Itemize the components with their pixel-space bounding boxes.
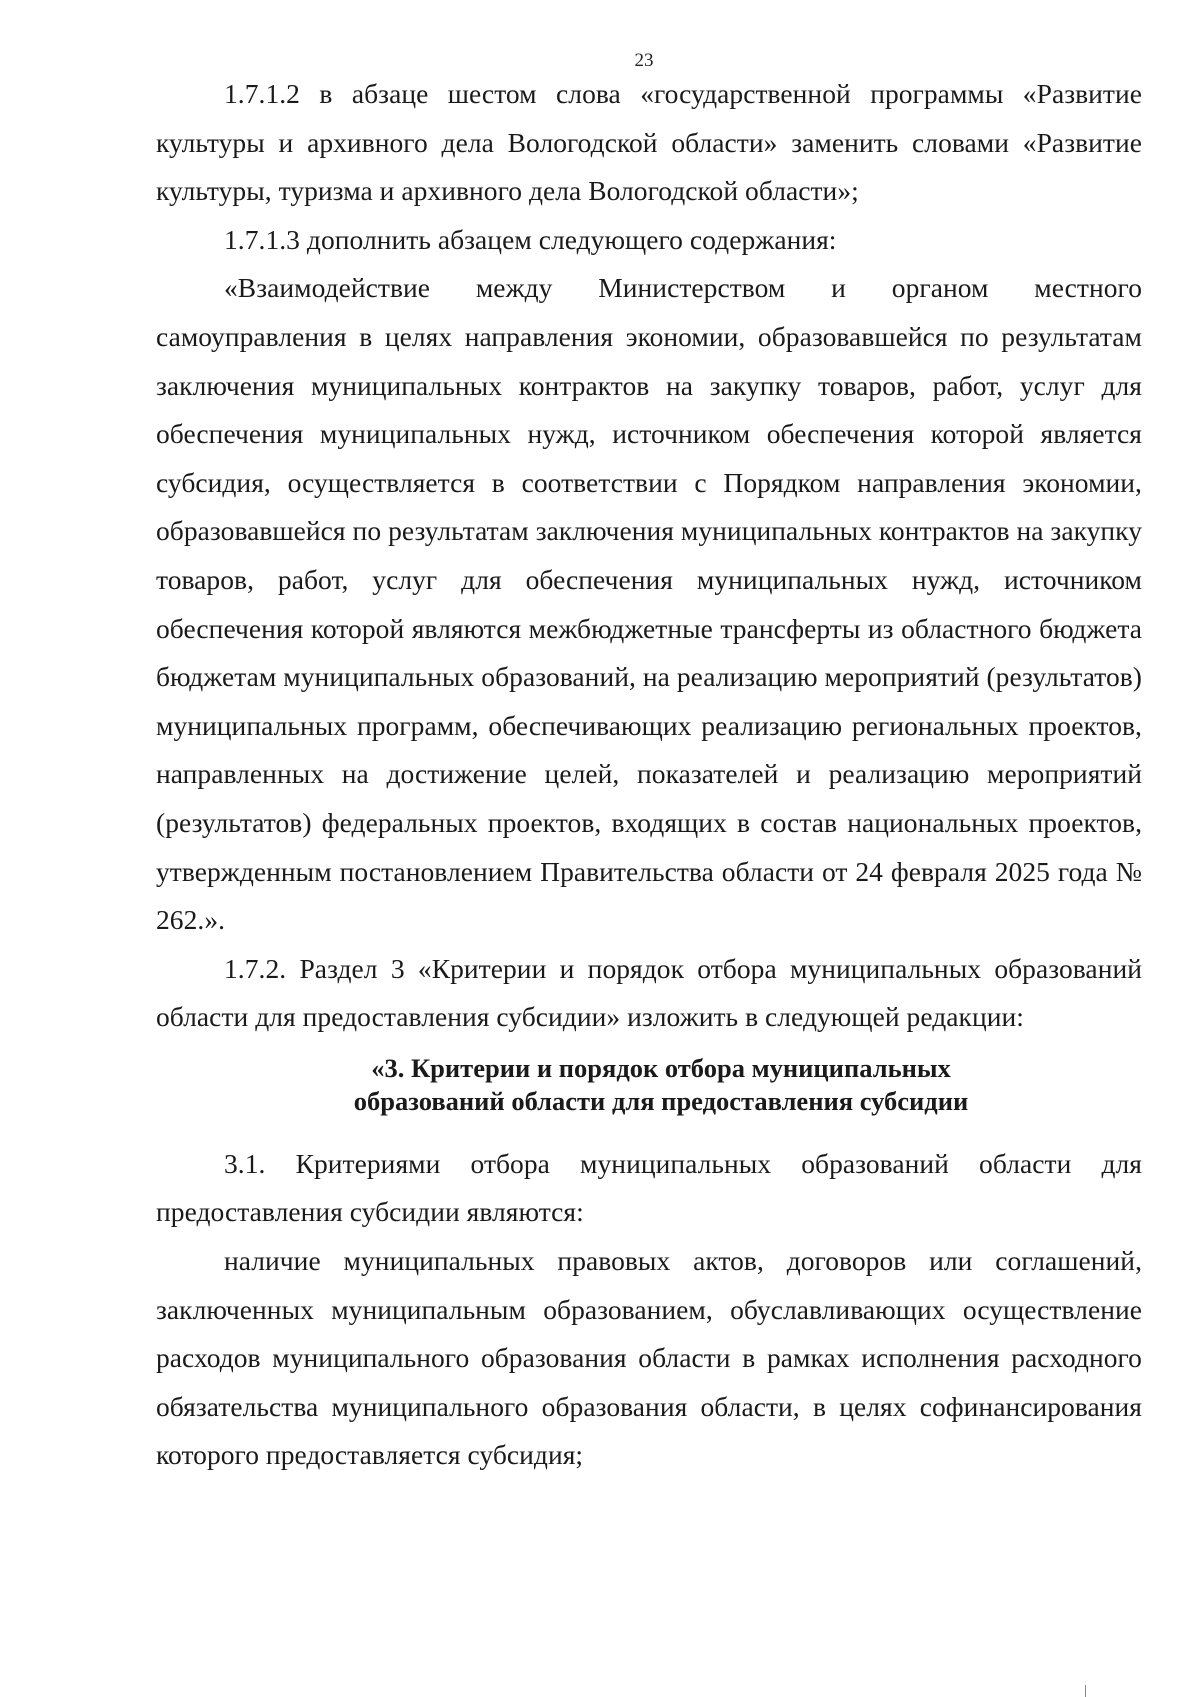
- section-3-heading-line-2: образований области для предоставления субсидии: [353, 1085, 969, 1116]
- paragraph-3-1: 3.1. Критериями отбора муниципальных образований области для предоставления субсидии являются:: [156, 1147, 1142, 1228]
- document-body: [156, 70, 1142, 1480]
- paragraph-criteria-item: наличие муниципальных правовых актов, договоров или соглашений, заключенных муниципальным образованием, обуславливающих осуществление расходов муниципального образования области в рамках исполнения расходного обязательства муниципального образования области, в целях софинансирования которого предоставляется субсидия;: [156, 1245, 1142, 1471]
- section-3-heading: [156, 1052, 1142, 1118]
- paragraph-1-7-2: 1.7.2. Раздел 3 «Критерии и порядок отбора муниципальных образований области для предоставления субсидии» изложить в следующей редакции:: [156, 952, 1142, 1033]
- paragraph-inserted-text: «Взаимодействие между Министерством и органом местного самоуправления в целях направления экономии, образовавшейся по результатам заключения муниципальных контрактов на закупку товаров, работ, услуг для обеспечения муниципальных нужд, источником обеспечения которой является субсидия, осуществляется в соответствии с Порядком направления экономии, образовавшейся по результатам заключения муниципальных контрактов на закупку товаров, работ, услуг для обеспечения муниципальных нужд, источником обеспечения которой являются межбюджетные трансферты из областного бюджета бюджетам муниципальных образований, на реализацию мероприятий (результатов) муниципальных программ, обеспечивающих реализацию региональных проектов, направленных на достижение целей, показателей и реализацию мероприятий (результатов) федеральных проектов, входящих в состав национальных проектов, утвержденным постановлением Правительства области от 24 февраля 2025 года № 262.».: [156, 272, 1142, 936]
- paragraph-1-7-1-3: 1.7.1.3 дополнить абзацем следующего содержания:: [224, 223, 837, 255]
- heading-spacer: [156, 1118, 1142, 1140]
- paragraph-1-7-1-2: 1.7.1.2 в абзаце шестом слова «государственной программы «Развитие культуры и архивного дела Вологодской области» заменить словами «Развитие культуры, туризма и архивного дела Вологодской области»;: [156, 78, 1142, 207]
- page-number: 23: [634, 50, 654, 71]
- scan-mark: [1085, 1685, 1086, 1697]
- section-3-heading-line-1: «3. Критерии и порядок отбора муниципальных: [371, 1052, 951, 1083]
